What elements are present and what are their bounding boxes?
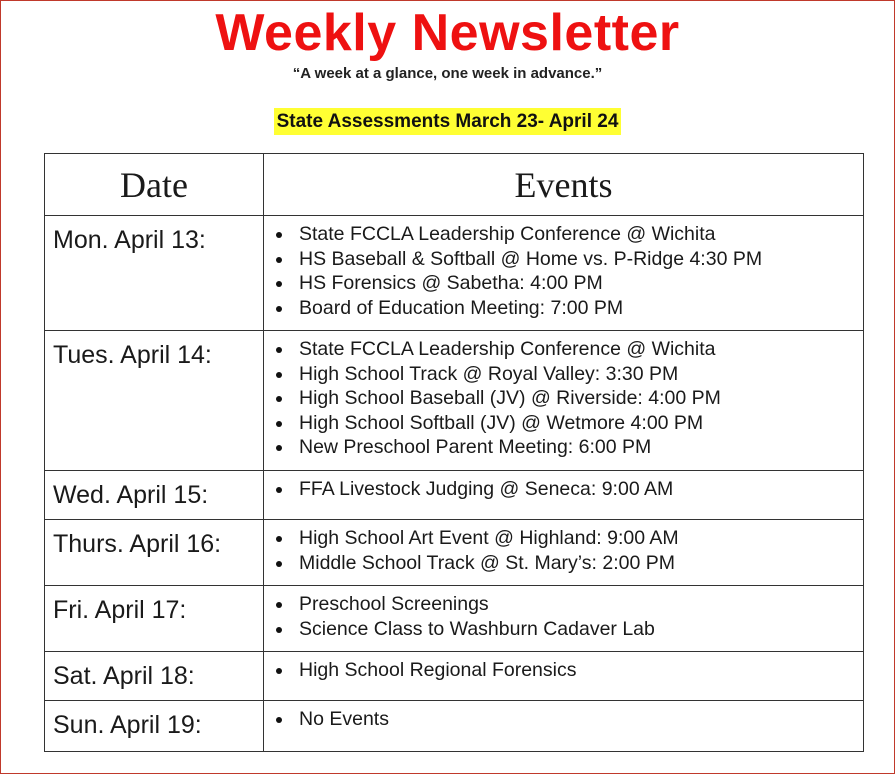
table-row bbox=[45, 586, 864, 652]
bullet-icon bbox=[276, 536, 282, 542]
event-item bbox=[272, 617, 863, 642]
date-cell: Tues. April 14: bbox=[45, 331, 264, 471]
event-list bbox=[272, 592, 863, 641]
event-text: No Events bbox=[299, 708, 389, 730]
event-item bbox=[272, 296, 863, 321]
event-item bbox=[272, 526, 863, 551]
events-table bbox=[44, 153, 864, 752]
events-cell bbox=[264, 586, 864, 652]
bullet-icon bbox=[276, 396, 282, 402]
bullet-icon bbox=[276, 372, 282, 378]
events-cell bbox=[264, 471, 864, 520]
event-text: State FCCLA Leadership Conference @ Wichita bbox=[299, 338, 716, 360]
event-text: State FCCLA Leadership Conference @ Wichita bbox=[299, 223, 716, 245]
bullet-icon bbox=[276, 281, 282, 287]
table-row bbox=[45, 216, 864, 331]
event-list bbox=[272, 337, 863, 460]
event-item bbox=[272, 362, 863, 387]
event-item bbox=[272, 386, 863, 411]
event-item bbox=[272, 222, 863, 247]
event-text: High School Art Event @ Highland: 9:00 AM bbox=[299, 527, 679, 549]
event-text: Science Class to Washburn Cadaver Lab bbox=[299, 617, 655, 640]
assessment-banner bbox=[0, 108, 895, 135]
event-item bbox=[272, 477, 863, 502]
event-text: HS Forensics @ Sabetha: 4:00 PM bbox=[299, 272, 603, 294]
event-list bbox=[272, 526, 863, 575]
table-row bbox=[45, 471, 864, 520]
event-item bbox=[272, 658, 863, 683]
event-text: New Preschool Parent Meeting: 6:00 PM bbox=[299, 436, 652, 458]
table-row bbox=[45, 520, 864, 586]
event-text: High School Track @ Royal Valley: 3:30 PM bbox=[299, 362, 679, 385]
bullet-icon bbox=[276, 232, 282, 238]
date-cell: Sun. April 19: bbox=[45, 701, 264, 752]
event-text: FFA Livestock Judging @ Seneca: 9:00 AM bbox=[299, 478, 674, 500]
event-text: Middle School Track @ St. Mary’s: 2:00 PM bbox=[299, 551, 675, 574]
table-header-row bbox=[45, 154, 864, 216]
assessment-highlight: State Assessments March 23- April 24 bbox=[274, 108, 622, 135]
date-cell: Mon. April 13: bbox=[45, 216, 264, 331]
bullet-icon bbox=[276, 445, 282, 451]
events-column-header: Events bbox=[264, 154, 864, 216]
events-cell bbox=[264, 216, 864, 331]
page-title: Weekly Newsletter bbox=[215, 4, 680, 62]
date-cell: Sat. April 18: bbox=[45, 652, 264, 701]
date-cell: Thurs. April 16: bbox=[45, 520, 264, 586]
event-item bbox=[272, 551, 863, 576]
event-list bbox=[272, 222, 863, 320]
events-cell bbox=[264, 701, 864, 752]
event-item bbox=[272, 707, 863, 732]
event-item bbox=[272, 411, 863, 436]
table-body bbox=[45, 216, 864, 752]
date-column-header: Date bbox=[45, 154, 264, 216]
events-cell bbox=[264, 331, 864, 471]
page-subtitle: “A week at a glance, one week in advance.” bbox=[292, 65, 603, 82]
bullet-icon bbox=[276, 602, 282, 608]
date-cell: Fri. April 17: bbox=[45, 586, 264, 652]
bullet-icon bbox=[276, 421, 282, 427]
event-text: High School Softball (JV) @ Wetmore 4:00 PM bbox=[299, 411, 704, 434]
event-list bbox=[272, 658, 863, 683]
bullet-icon bbox=[276, 668, 282, 674]
event-text: Preschool Screenings bbox=[299, 593, 489, 615]
event-text: HS Baseball & Softball @ Home vs. P-Ridge 4:30 PM bbox=[299, 247, 763, 270]
bullet-icon bbox=[276, 347, 282, 353]
bullet-icon bbox=[276, 717, 282, 723]
event-text: High School Baseball (JV) @ Riverside: 4:00 PM bbox=[299, 387, 721, 409]
bullet-icon bbox=[276, 627, 282, 633]
date-cell: Wed. April 15: bbox=[45, 471, 264, 520]
event-text: Board of Education Meeting: 7:00 PM bbox=[299, 296, 624, 319]
event-text: High School Regional Forensics bbox=[299, 659, 577, 681]
bullet-icon bbox=[276, 257, 282, 263]
event-item bbox=[272, 271, 863, 296]
bullet-icon bbox=[276, 306, 282, 312]
event-list bbox=[272, 477, 863, 502]
table-row bbox=[45, 701, 864, 752]
event-list bbox=[272, 707, 863, 732]
events-cell bbox=[264, 652, 864, 701]
events-cell bbox=[264, 520, 864, 586]
event-item bbox=[272, 435, 863, 460]
bullet-icon bbox=[276, 487, 282, 493]
bullet-icon bbox=[276, 561, 282, 567]
event-item bbox=[272, 247, 863, 272]
table-row bbox=[45, 652, 864, 701]
table-row bbox=[45, 331, 864, 471]
event-item bbox=[272, 337, 863, 362]
event-item bbox=[272, 592, 863, 617]
